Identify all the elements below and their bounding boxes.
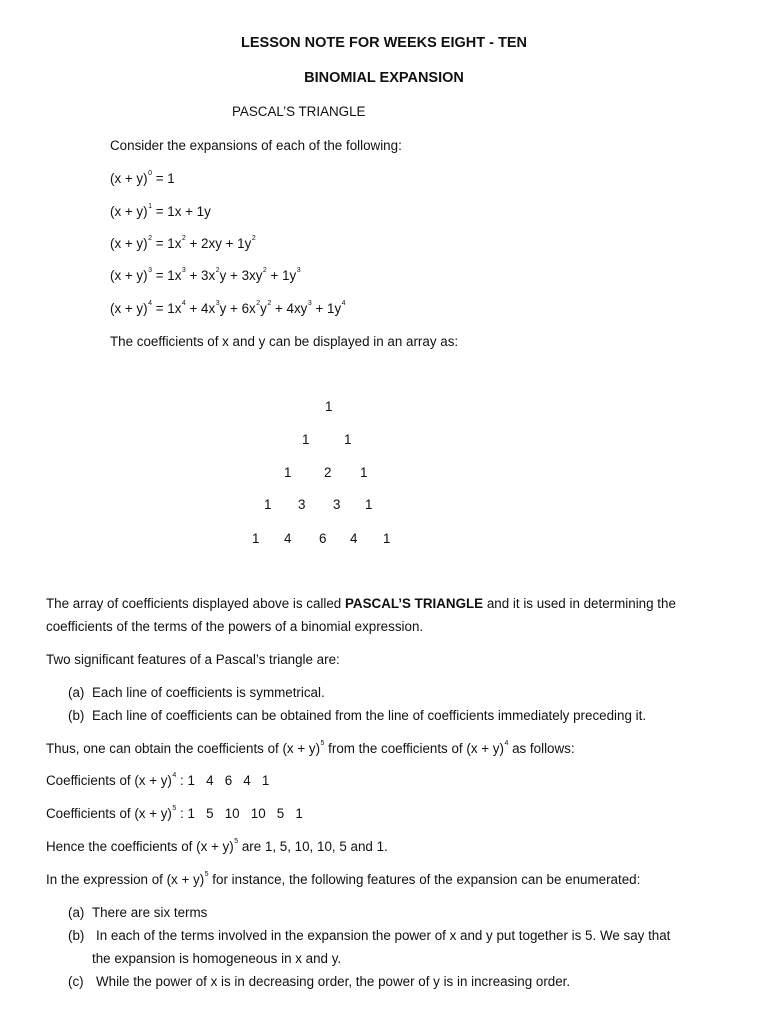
triangle-number: 1	[360, 465, 368, 480]
triangle-number: 1	[252, 531, 260, 546]
expansion-4: $(x + y)^4 = 1x^4 + 4x^3y + 6x^2y^2 + 4xy^3 + 1y^4$	[110, 300, 346, 316]
triangle-number: 1	[302, 432, 310, 447]
hence-line: Hence the coefficients of $(x + y)^5$ are 1, 5, 10, 10, 5 and 1.	[46, 838, 388, 854]
triangle-number: 3	[298, 497, 306, 512]
triangle-number: 1	[284, 465, 292, 480]
list-item: (b) Each line of coefficients can be obtained from the line of coefficients immediately preceding it.	[68, 708, 647, 723]
list-item: (a) Each line of coefficients is symmetrical.	[68, 685, 325, 700]
section-heading: PASCAL’S TRIANGLE	[232, 104, 366, 119]
thus-line: Thus, one can obtain the coefficients of $(x + y)^5$ from the coefficients of $(x + y)^4$ as follows:	[46, 740, 575, 756]
page-title: LESSON NOTE FOR WEEKS EIGHT - TEN	[241, 35, 527, 51]
coefficients-5: Coefficients of $(x + y)^5$ : 1 5 10 10 5 1	[46, 805, 303, 821]
triangle-number: 1	[365, 497, 373, 512]
triangle-number: 3	[333, 497, 341, 512]
expansion-0: $(x + y)^0 = 1$	[110, 170, 175, 186]
triangle-number: 6	[319, 531, 327, 546]
triangle-number: 4	[350, 531, 358, 546]
triangle-number: 4	[284, 531, 292, 546]
coefficients-4: Coefficients of $(x + y)^4$ : 1 4 6 4 1	[46, 772, 270, 788]
expansion-1: $(x + y)^1 = 1x + 1y$	[110, 203, 211, 219]
expansion-3: $(x + y)^3 = 1x^3 + 3x^2y + 3xy^2 + 1y^3$	[110, 267, 301, 283]
list-item: (c) While the power of x is in decreasing order, the power of y is in increasing order.	[68, 974, 571, 989]
list-item-continuation: the expansion is homogeneous in x and y.	[92, 951, 342, 966]
list-item: (b) In each of the terms involved in the expansion the power of x and y put together is 5. We say that	[68, 928, 671, 943]
list-item: (a) There are six terms	[68, 905, 208, 920]
page-subtitle: BINOMIAL EXPANSION	[304, 70, 464, 86]
paragraph-line: coefficients of the terms of the powers of a binomial expression.	[46, 619, 424, 634]
features-intro: Two significant features of a Pascal’s triangle are:	[46, 652, 340, 667]
array-intro-text: The coefficients of x and y can be displayed in an array as:	[110, 334, 459, 349]
expansion-2: $(x + y)^2 = 1x^2 + 2xy + 1y^2$	[110, 235, 256, 251]
paragraph-line: The array of coefficients displayed above is called PASCAL’S TRIANGLE and it is used in determining the	[46, 596, 676, 611]
triangle-number: 1	[264, 497, 272, 512]
intro-text: Consider the expansions of each of the following:	[110, 138, 402, 153]
triangle-number: 1	[344, 432, 352, 447]
triangle-number: 2	[324, 465, 332, 480]
triangle-number: 1	[325, 399, 333, 414]
expression-line: In the expression of $(x + y)^5$ for instance, the following features of the expansion can be enumerated:	[46, 871, 641, 887]
triangle-number: 1	[383, 531, 391, 546]
